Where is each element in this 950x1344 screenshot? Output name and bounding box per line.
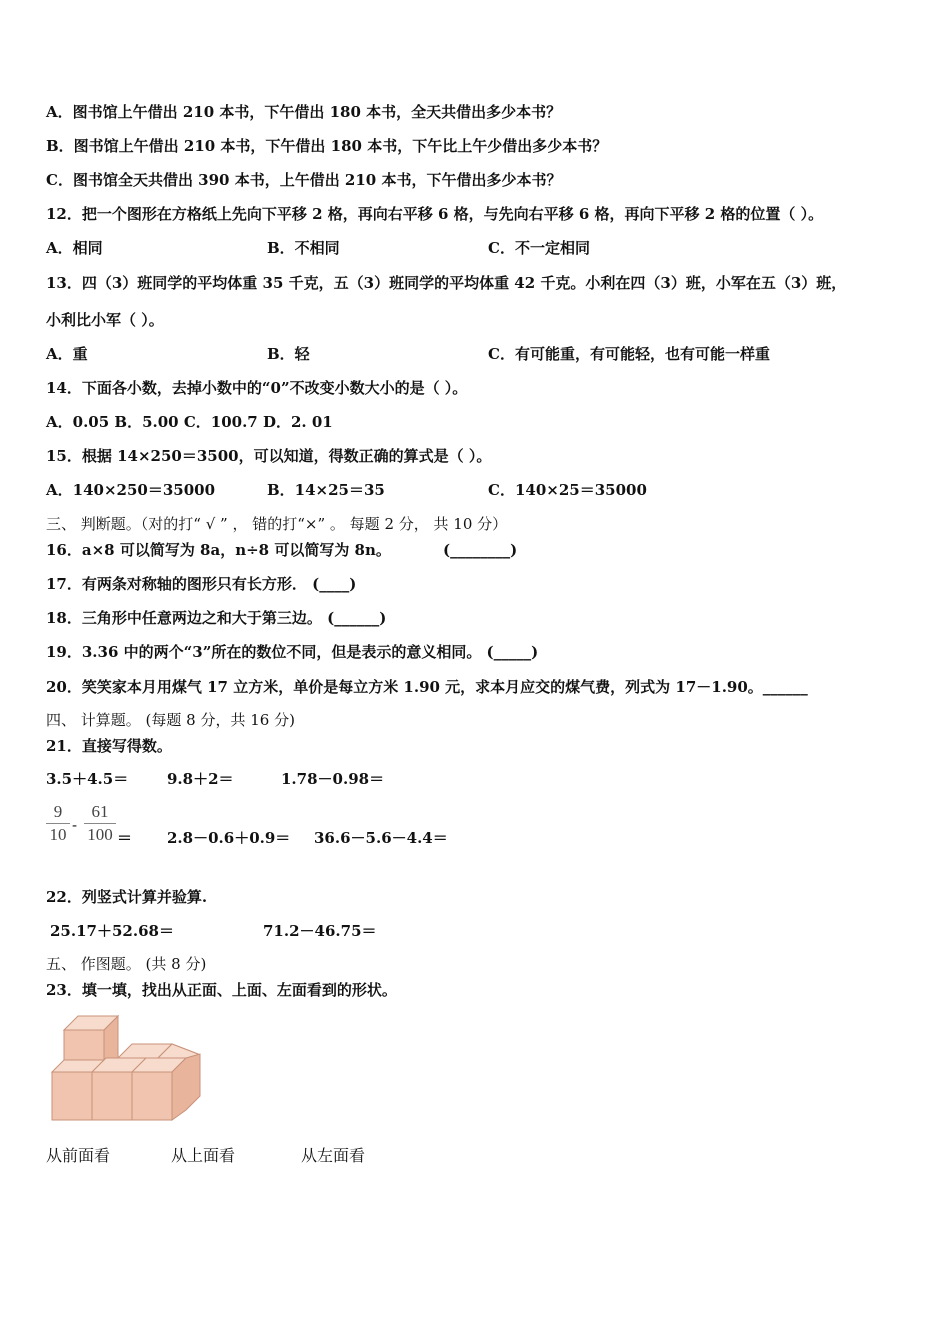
q15-option-c: C．140×25＝35000 — [488, 481, 647, 499]
section5-title: 五、 作图题。 (共 8 分) — [46, 955, 207, 973]
section4-title: 四、 计算题。 (每题 8 分，共 16 分) — [46, 711, 295, 729]
q16-blank: (________) — [443, 541, 518, 559]
q12-option-b: B．不相同 — [267, 239, 340, 257]
fraction-9-10 — [46, 802, 70, 845]
q14-stem: 14．下面各小数，去掉小数中的“0”不改变小数大小的是（ ）。 — [46, 379, 468, 397]
q13-option-a: A．重 — [46, 345, 88, 363]
q22-stem: 22．列竖式计算并验算. — [46, 888, 208, 906]
q20: 20．笑笑家本月用煤气 17 立方米，单价是每立方米 1.90 元，求本月应交的煤气费，列式为 17－1.90。______ — [46, 678, 808, 696]
q17: 17．有两条对称轴的图形只有长方形． (____) — [46, 575, 357, 593]
q11-option-c: C．图书馆全天共借出 390 本书，上午借出 210 本书，下午借出多少本书？ — [46, 171, 562, 189]
calc-item: 25.17＋52.68＝ — [50, 922, 174, 940]
q15-option-a: A．140×250＝35000 — [46, 481, 216, 499]
q15-stem: 15．根据 14×250＝3500，可以知道，得数正确的算式是（ ）。 — [46, 447, 492, 465]
calc-item: 2.8－0.6＋0.9＝ — [167, 829, 291, 847]
fraction-bar — [46, 823, 70, 824]
q13-stem-line1: 13．四（3）班同学的平均体重 35 千克，五（3）班同学的平均体重 42 千克。小利在四（3）班，小军在五（3）班， — [46, 274, 847, 292]
view-label-front: 从前面看 — [46, 1146, 111, 1165]
calc-item: 71.2－46.75＝ — [263, 922, 377, 940]
view-label-left: 从左面看 — [301, 1146, 366, 1165]
q14-options: A．0.05 B．5.00 C．100.7 D．2. 01 — [46, 413, 333, 431]
q19: 19．3.36 中的两个“3”所在的数位不同，但是表示的意义相同。 (_____) — [46, 643, 539, 661]
q13-option-c: C．有可能重，有可能轻，也有可能一样重 — [488, 345, 770, 363]
q21-stem: 21．直接写得数。 — [46, 737, 172, 755]
section3-title: 三、 判断题。（对的打“ √ ” ， 错的打“×” 。 每题 2 分， 共 10 分） — [46, 515, 508, 533]
q12-option-a: A．相同 — [46, 239, 103, 257]
q11-option-a: A．图书馆上午借出 210 本书，下午借出 180 本书，全天共借出多少本书？ — [46, 103, 562, 121]
fraction-numerator: 9 — [53, 802, 63, 821]
q12-option-c: C．不一定相同 — [488, 239, 590, 257]
fraction-denominator: 100 — [87, 825, 113, 844]
fraction-bar — [84, 823, 116, 824]
q13-stem-line2: 小利比小军（ ）。 — [46, 311, 164, 329]
q18: 18．三角形中任意两边之和大于第三边。 (______) — [46, 609, 387, 627]
cube-front-face — [132, 1072, 172, 1120]
calc-item: 9.8＋2＝ — [167, 770, 234, 788]
calc-item: 3.5＋4.5＝ — [46, 770, 129, 788]
q15-option-b: B．14×25＝35 — [267, 481, 385, 499]
cube-front-face — [52, 1072, 92, 1120]
q12-stem: 12．把一个图形在方格纸上先向下平移 2 格，再向右平移 6 格，与先向右平移 6 格，再向下平移 2 格的位置（ ）。 — [46, 205, 824, 223]
fraction-61-100 — [84, 802, 116, 845]
cube-front-face — [92, 1072, 132, 1120]
q13-option-b: B．轻 — [267, 345, 310, 363]
q23-stem: 23．填一填，找出从正面、上面、左面看到的形状。 — [46, 981, 397, 999]
fraction-numerator: 61 — [91, 802, 109, 821]
view-label-top: 从上面看 — [171, 1146, 236, 1165]
calc-item: 36.6－5.6－4.4＝ — [314, 829, 448, 847]
equals-sign: ＝ — [117, 829, 133, 847]
fraction-denominator: 10 — [49, 825, 67, 844]
calc-item: 1.78－0.98＝ — [281, 770, 385, 788]
minus-sign: - — [72, 816, 78, 834]
cube-stack-figure — [46, 1010, 206, 1126]
q11-option-b: B．图书馆上午借出 210 本书，下午借出 180 本书，下午比上午少借出多少本书？ — [46, 137, 608, 155]
q16: 16．a×8 可以简写为 8a，n÷8 可以简写为 8n。 — [46, 541, 391, 559]
